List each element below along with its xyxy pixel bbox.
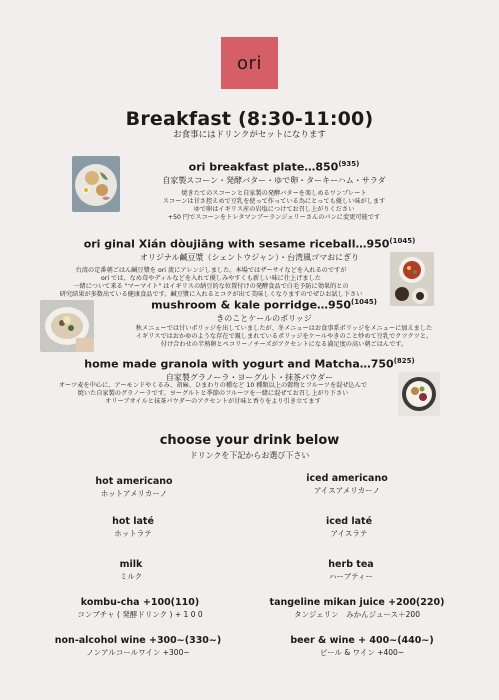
logo-text: ori xyxy=(237,52,262,74)
menu-item-breakfast-plate xyxy=(120,160,428,222)
drink-mikan-juice[interactable] xyxy=(257,597,457,620)
logo xyxy=(221,37,278,89)
drinks-title: choose your drink below xyxy=(159,433,340,448)
drink-name: herb tea xyxy=(328,559,374,570)
breakfast-plate-photo xyxy=(72,156,120,212)
item-title: ori breakfast plate…850$^{(935)}$ xyxy=(188,160,360,174)
item-subtitle: きのことケールのポリッジ xyxy=(216,313,312,323)
drink-name: hot americano xyxy=(95,476,173,487)
drink-hot-late[interactable] xyxy=(33,516,233,539)
drink-name: beer & wine + 400~(440~) xyxy=(290,635,434,646)
menu-item-porridge xyxy=(94,298,434,324)
drink-name: iced americano xyxy=(306,473,388,484)
drink-milk[interactable] xyxy=(31,559,231,582)
item-description: 焼きたてのスコーンと自家製の発酵バターを楽しめるワンプレート スコーンは甘さ控えめで豆乳を使って作っている為にとっても優しい味がします ゆで卵はイギリス産の岩塩につけてお召し上がりください +50 円でスコーンをトレタマンブーランジェリーさんのパンに変更可能です xyxy=(162,189,386,221)
item-description: オーツ麦を中心に、アーモンドやくるみ、胡麻、ひまわりの種など 10 種類以上の穀物とフルーツを混ぜ込んで 焼いた自家製のグラノーラです。ヨーグルトと季節のフルーツを一緒に混ぜてお召し上がり下さい オリーブオイルと抹茶パウダーのアクセントが甘味と香りをより引き立てます xyxy=(58,382,368,405)
drink-name-jp: ハーブティー xyxy=(328,572,374,581)
item-title: mushroom & kale $porridge\dots 950^{(1045)}$ xyxy=(151,298,377,312)
drink-name-jp: タンジェリン みかんジュース＋200 xyxy=(294,610,420,619)
item-title: home made granola with yogurt and Matcha…750$^{(825)}$ xyxy=(84,357,415,371)
drink-name-jp: ビール & ワイン +400~ xyxy=(319,648,405,657)
drink-name-jp: ミルク xyxy=(119,572,143,581)
item-subtitle: 自家製グラノーラ・ヨーグルト・抹茶パウダー xyxy=(165,372,334,382)
drink-name-jp: アイスアメリカーノ xyxy=(313,486,381,495)
item-description: 台湾の定番朝ごはん鹹豆漿を ori 流にアレンジしました。本場ではザーサイなどを入れるのですが ori では、なめ茸やディルなどを入れて優しみやすくも新しい味に仕上げました 一緒について来る "マーマイト" はイギリスの納豆的な位置付けの発酵食品で白毛予防に効果的との 研究結果が多数出ている健康食品です。鹹豆漿に入れるとコクが出て美味しくなりますのでぜひお試し下さい xyxy=(59,267,363,298)
drink-iced-late[interactable] xyxy=(249,516,449,539)
drink-name: iced laté xyxy=(325,516,373,527)
drink-non-alcohol-wine[interactable] xyxy=(38,635,238,658)
drink-name-jp: アイスラテ xyxy=(330,529,368,538)
item-title: ori ginal Xián dòujiāng with sesame $riceball\dots 950^{(1045)}$ xyxy=(83,237,416,251)
drink-name: hot laté xyxy=(112,516,154,527)
drink-herb-tea[interactable] xyxy=(251,559,451,582)
drink-kombucha[interactable] xyxy=(40,597,240,620)
page-title: Breakfast (8:30-11:00) xyxy=(125,108,374,130)
drink-name-jp: ホットアメリカーノ xyxy=(100,489,168,498)
drink-name: non-alcohol wine +300~(330~) xyxy=(54,635,222,646)
drink-name-jp: ノンアルコールワイン +300~ xyxy=(86,648,190,657)
item-subtitle: オリジナル鹹豆漿（シェントウジャン）・台湾風ゴマおにぎり xyxy=(139,252,360,262)
granola-photo xyxy=(398,372,440,416)
drink-name-jp: ホットラテ xyxy=(114,529,152,538)
drink-name-jp: コンブチャ ( 発酵ドリンク ) + 1 0 0 xyxy=(77,610,203,619)
porridge-photo xyxy=(40,300,94,352)
drink-name: kombu-cha +100(110) xyxy=(80,597,200,608)
drink-beer-wine[interactable] xyxy=(262,635,462,658)
drink-name: tangeline mikan juice +200(220) xyxy=(269,597,445,608)
drink-name: milk xyxy=(119,559,143,570)
item-description: 秋メニューでは甘いポリッジを出していましたが、冬メニューはお食事系ポリッジをメニューに加えました イギリスではおかゆのような存在で親しまれているポリッジをケールやきのこと炒めて豆乳でクツクツと。 付け合わせの半熟卵とペコリーノチーズがアクセントになる満足度の高い朝ごはんです。 xyxy=(135,325,433,348)
drink-hot-americano[interactable] xyxy=(34,476,234,499)
page-subtitle: お食事にはドリンクがセットになります xyxy=(173,130,326,140)
drinks-subtitle: ドリンクを下記からお選び下さい xyxy=(189,451,310,460)
drink-iced-americano[interactable] xyxy=(247,473,447,496)
item-subtitle: 自家製スコーン・発酵バター・ゆで卵・ターキーハム・サラダ xyxy=(162,175,386,185)
